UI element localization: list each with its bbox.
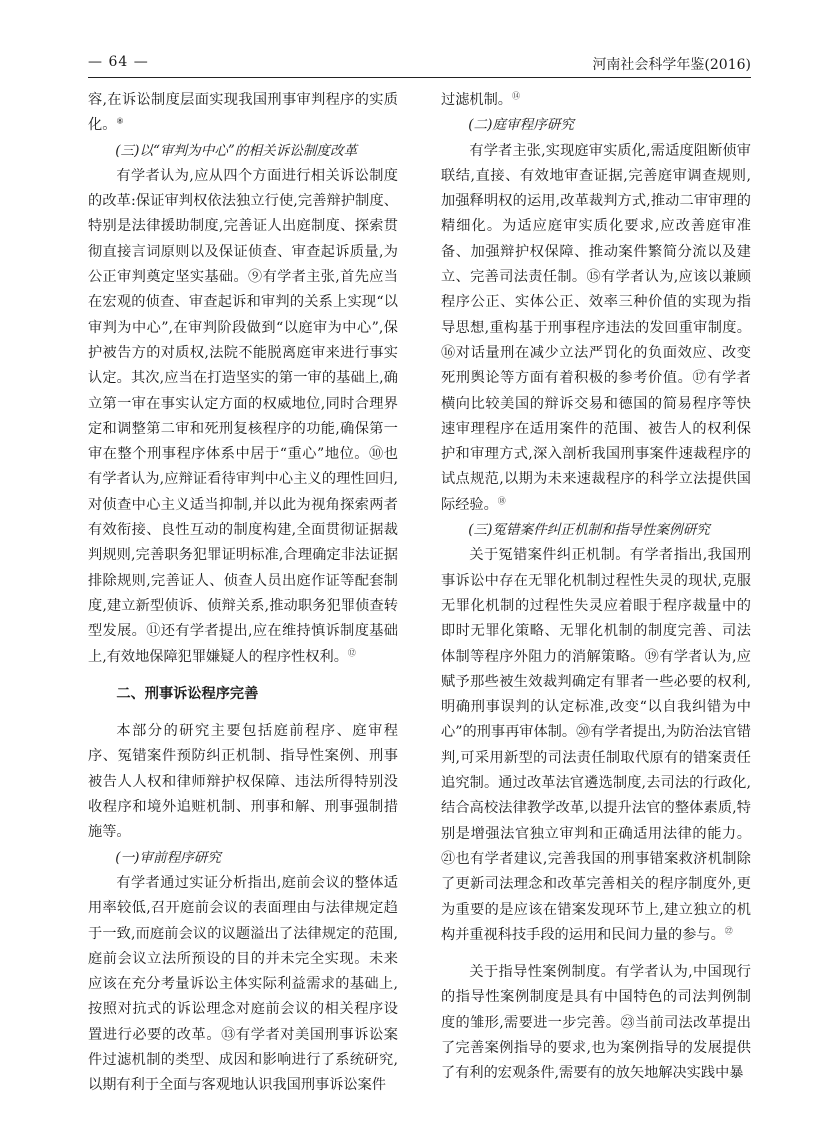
- paragraph: [441, 88, 751, 113]
- right-column: [441, 88, 751, 1087]
- paragraph-text: 过滤机制。: [441, 92, 512, 108]
- journal-title: 河南社会科学年鉴(2016): [592, 57, 751, 73]
- paragraph-text: (三)以“审判为中心”的相关诉讼制度改革: [115, 142, 358, 159]
- footnote-marker: ⑧: [116, 116, 124, 126]
- block-spacer: [88, 707, 398, 719]
- section-heading: [88, 846, 398, 871]
- paragraph: [88, 164, 398, 670]
- paragraph-text: 有学者主张,实现庭审实质化,需适度阻断侦审联结,直接、有效地审查证据,完善庭审调查规则,加强释明权的运用,改革裁判方式,推动二审审理的精细化。为适应庭审实质化要求,应改善庭审准备、加强辩护权保障、推动案件繁简分流以及建立、完善司法责任制。⑮有学者认为,应该以兼顾程序公正、实体公正、效率三种价值的实现为指导思想,重构基于刑事程序违法的发回重审制度。⑯对话量刑在减少立法严罚化的负面效应、改变死刑舆论等方面有着积极的参考价值。⑰有学者横向比较美国的辩诉交易和德国的简易程序等快速审理程序在适用案件的范围、被告人的权利保护和审理方式,深入剖析我国刑事案件速裁程序的试点规范,以期为未来速裁程序的科学立法提供国际经验。: [441, 142, 751, 513]
- paragraph: [441, 543, 751, 948]
- chapter-heading: [88, 682, 398, 707]
- block-spacer: [441, 948, 751, 960]
- footnote-marker: ⑫: [347, 647, 356, 657]
- paragraph-text: 本部分的研究主要包括庭前程序、庭审程序、冤错案件预防纠正机制、指导性案例、刑事被告人人权和律师辩护权保障、违法所得特别没收程序和境外追赃机制、刑事和解、刑事强制措施等。: [88, 723, 398, 841]
- paragraph: [441, 139, 751, 518]
- section-heading: [441, 113, 751, 138]
- running-header: [88, 54, 751, 76]
- paragraph-text: 关于冤错案件纠正机制。有学者指出,我国刑事诉讼中存在无罪化机制过程性失灵的现状,克服无罪化机制的过程性失灵应着眼于程序裁量中的即时无罪化策略、无罪化机制的制度完善、司法体制等程序外阻力的消解策略。⑲有学者认为,应赋予那些被生效裁判确定有罪者一些必要的权利,明确刑事误判的认定标准,改变“以自我纠错为中心”的刑事再审体制。⑳有学者提出,为防治法官错判,可采用新型的司法责任制取代原有的错案责任追究制。通过改革法官遴选制度,去司法的行政化,结合高校法律教学改革,以提升法官的整体素质,特别是增强法官独立审判和正确适用法律的能力。㉑也有学者建议,完善我国的刑事错案救济机制除了更新司法理念和改革完善相关的程序制度外,更为重要的是应该在错案发现环节上,建立独立的机构并重视科技手段的运用和民间力量的参与。: [441, 547, 751, 943]
- footnote-marker: ⑱: [497, 496, 506, 506]
- paragraph: [88, 88, 398, 139]
- block-spacer: [88, 670, 398, 682]
- footnote-marker: ㉒: [724, 926, 733, 936]
- paragraph-text: (二)庭审程序研究: [468, 117, 574, 134]
- section-heading: [88, 139, 398, 164]
- section-heading: [441, 518, 751, 543]
- left-column: [88, 88, 398, 1099]
- paragraph-text: (一)审前程序研究: [115, 849, 221, 866]
- paragraph-text: 有学者认为,应从四个方面进行相关诉讼制度的改革:保证审判权依法独立行使,完善辩护制度、特别是法律援助制度,完善证人出庭制度、探索贯彻直接言词原则以及保证侦查、审查起诉质量,为公正审判奠定坚实基础。⑨有学者主张,首先应当在宏观的侦查、审查起诉和审判的关系上实现“以审判为中心”,在审判阶段做到“以庭审为中心”,保护被告方的对质权,法院不能脱离庭审来进行事实认定。其次,应当在打造坚实的第一审的基础上,确立第一审在事实认定方面的权威地位,同时合理界定和调整第二审和死刑复核程序的功能,确保第一审在整个刑事程序体系中居于“重心”地位。⑩也有学者认为,应辩证看待审判中心主义的理性回归,对侦查中心主义适当抑制,并以此为视角探索两者有效衔接、良性互动的制度构建,全面贯彻证据裁判规则,完善职务犯罪证明标准,合理确定非法证据排除规则,完善证人、侦查人员出庭作证等配套制度,建立新型侦诉、侦辩关系,推动职务犯罪侦查转型发展。⑪还有学者提出,应在维持慎诉制度基础上,有效地保障犯罪嫌疑人的程序性权利。: [88, 167, 398, 665]
- paragraph-text: 有学者通过实证分析指出,庭前会议的整体适用率较低,召开庭前会议的表面理由与法律规定趋于一致,而庭前会议的议题溢出了法律规定的范围,庭前会议立法所预设的目的并未完全实现。未来应该在充分考量诉讼主体实际利益需求的基础上,按照对抗式的诉讼理念对庭前会议的相关程序设置进行必要的改革。⑬有学者对美国刑事诉讼案件过滤机制的类型、成因和影响进行了系统研究,以期有利于全面与客观地认识我国刑事诉讼案件: [88, 874, 398, 1094]
- paragraph-text: 关于指导性案例制度。有学者认为,中国现行的指导性案例制度是具有中国特色的司法判例制度的雏形,需要进一步完善。㉓当前司法改革提出了完善案例指导的要求,也为案例指导的发展提供了有利的宏观条件,需要有的放矢地解决实践中暴: [441, 964, 751, 1082]
- header-rule: [88, 77, 751, 78]
- paragraph: [441, 960, 751, 1086]
- paragraph: [88, 871, 398, 1099]
- paragraph-text: (三)冤错案件纠正机制和指导性案例研究: [468, 522, 710, 539]
- footnote-marker: ⑭: [511, 91, 520, 101]
- paragraph: [88, 719, 398, 845]
- page-number: — 64 —: [88, 54, 149, 70]
- paragraph-text: 容,在诉讼制度层面实现我国刑事审判程序的实质化。: [88, 92, 398, 134]
- paragraph-text: 二、刑事诉讼程序完善: [116, 685, 259, 702]
